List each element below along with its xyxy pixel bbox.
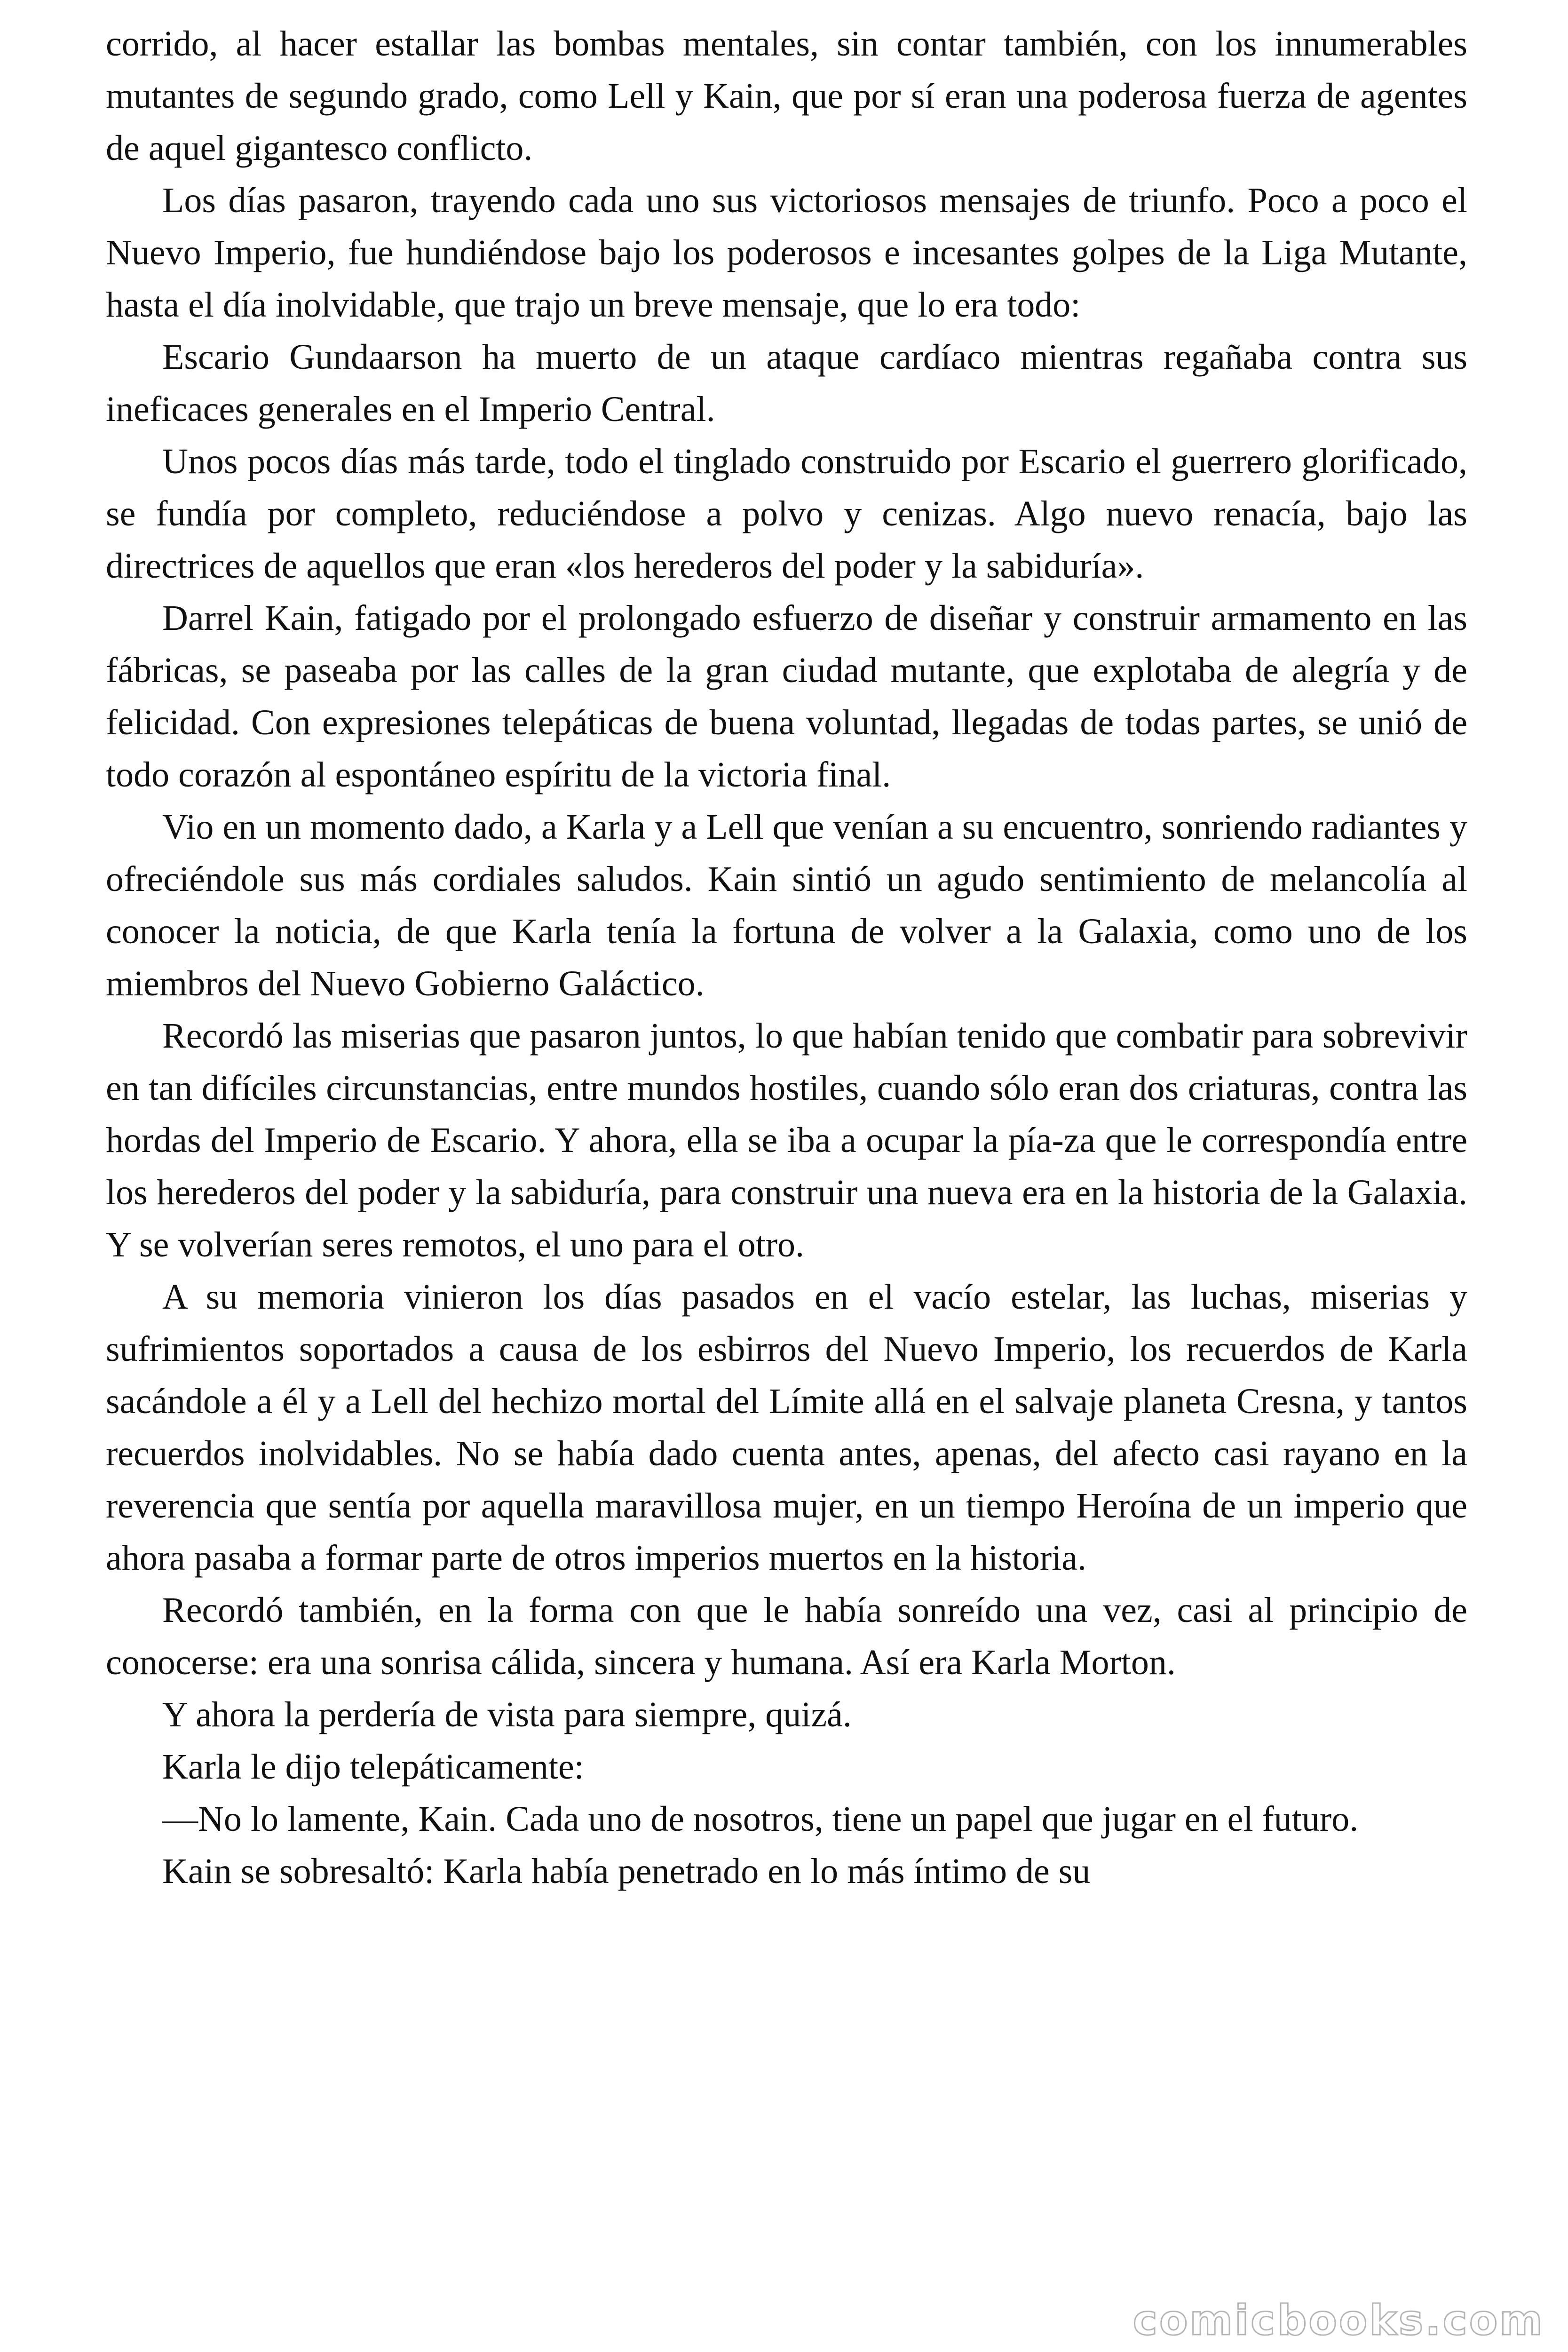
paragraph: A su memoria vinieron los días pasados en el vacío estelar, las luchas, miserias y sufrimientos soportados a causa de los esbirros del Nuevo Imperio, los recuerdos de Karla sacándole a él y a Lell del hechizo mortal del Límite allá en el salvaje planeta Cresna, y tantos recuerdos inolvidables. No se había dado cuenta antes, apenas, del afecto casi rayano en la reverencia que sentía por aquella maravillosa mujer, en un tiempo Heroína de un imperio que ahora pasaba a formar parte de otros imperios muertos en la historia.	[106, 1277, 1467, 1578]
paragraph-continued: corrido, al hacer estallar las bombas mentales, sin contar también, con los innumerables mutantes de segundo grado, como Lell y Kain, que por sí eran una poderosa fuerza de agentes de aquel gigantesco conflicto.	[106, 24, 1467, 168]
watermark: comicbooks.com	[1132, 2296, 1544, 2344]
paragraph: Y ahora la perdería de vista para siempre, quizá.	[162, 1695, 852, 1734]
paragraph: Darrel Kain, fatigado por el prolongado esfuerzo de diseñar y construir armamento en las fábricas, se paseaba por las calles de la gran ciudad mutante, que explotaba de alegría y de felicidad. Con expresiones telepáticas de buena voluntad, llegadas de todas partes, se unió de todo corazón al espontáneo espíritu de la victoria final.	[106, 598, 1467, 795]
paragraph: Escario Gundaarson ha muerto de un ataque cardíaco mientras regañaba contra sus ineficaces generales en el Imperio Central.	[106, 337, 1467, 429]
paragraph: Recordó las miserias que pasaron juntos, lo que habían tenido que combatir para sobrevivir en tan difíciles circunstancias, entre mundos hostiles, cuando sólo eran dos criaturas, contra las hordas del Imperio de Escario. Y ahora, ella se iba a ocupar la pía-za que le correspondía entre los herederos del poder y la sabiduría, para construir una nueva era en la historia de la Galaxia. Y se volverían seres remotos, el uno para el otro.	[106, 1016, 1467, 1264]
paragraph: Los días pasaron, trayendo cada uno sus victoriosos mensajes de triunfo. Poco a poco el Nuevo Imperio, fue hundiéndose bajo los poderosos e incesantes golpes de la Liga Mutante, hasta el día inolvidable, que trajo un breve mensaje, que lo era todo:	[106, 181, 1467, 325]
paragraph: Vio en un momento dado, a Karla y a Lell que venían a su encuentro, sonriendo radiantes y ofreciéndole sus más cordiales saludos. Kain sintió un agudo sentimiento de melancolía al conocer la noticia, de que Karla tenía la fortuna de volver a la Galaxia, como uno de los miembros del Nuevo Gobierno Galáctico.	[106, 807, 1467, 1003]
paragraph: Recordó también, en la forma con que le había sonreído una vez, casi al principio de conocerse: era una sonrisa cálida, sincera y humana. Así era Karla Morton.	[106, 1590, 1467, 1682]
paragraph: Unos pocos días más tarde, todo el tinglado construido por Escario el guerrero glorificado, se fundía por completo, reduciéndose a polvo y cenizas. Algo nuevo renacía, bajo las directrices de aquellos que eran «los herederos del poder y la sabiduría».	[106, 442, 1467, 586]
page-body-text	[106, 18, 1467, 1898]
paragraph: —No lo lamente, Kain. Cada uno de nosotros, tiene un papel que jugar en el futuro.	[162, 1799, 1359, 1839]
paragraph: Karla le dijo telepáticamente:	[162, 1747, 584, 1787]
paragraph-last: Kain se sobresaltó: Karla había penetrado en lo más íntimo de su	[162, 1851, 1091, 1891]
